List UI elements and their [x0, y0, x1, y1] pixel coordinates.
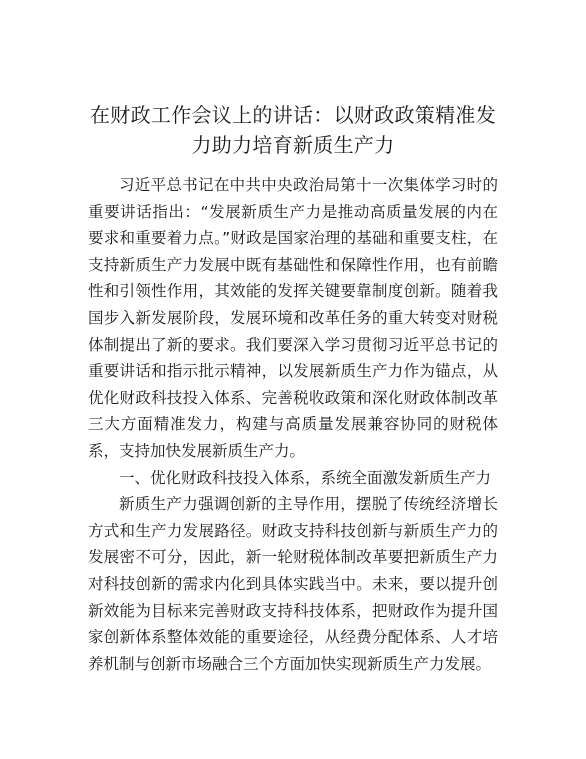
document-body [88, 172, 498, 677]
section-paragraph: 新质生产力强调创新的主导作用，摆脱了传统经济增长方式和生产力发展路径。财政支持科技创新与新质生产力的发展密不可分，因此，新一轮财税体制改革要把新质生产力对科技创新的需求内化到具体实践当中。未来，要以提升创新效能为目标来完善财政支持科技体系，把财政作为提升国家创新体系整体效能的重要途径，从经费分配体系、人才培养机制与创新市场融合三个方面加快实现新质生产力发展。 [88, 495, 498, 673]
section-heading: 一、优化财政科技投入体系，系统全面激发新质生产力 [119, 468, 492, 487]
intro-paragraph: 习近平总书记在中共中央政治局第十一次集体学习时的重要讲话指出：“发展新质生产力是推动高质量发展的内在要求和重要着力点。”财政是国家治理的基础和重要支柱，在支持新质生产力发展中既有基础性和保障性作用，也有前瞻性和引领性作用，其效能的发挥关键要靠制度创新。随着我国步入新发展阶段，发展环境和改革任务的重大转变对财税体制提出了新的要求。我们要深入学习贯彻习近平总书记的重要讲话和指示批示精神，以发展新质生产力作为锚点，从优化财政科技投入体系、完善税收政策和深化财政体制改革三大方面精准发力，构建与高质量发展兼容协同的财税体系，支持加快发展新质生产力。 [88, 176, 498, 460]
document-title: 在财政工作会议上的讲话：以财政政策精准发力助力培育新质生产力 [90, 103, 496, 157]
